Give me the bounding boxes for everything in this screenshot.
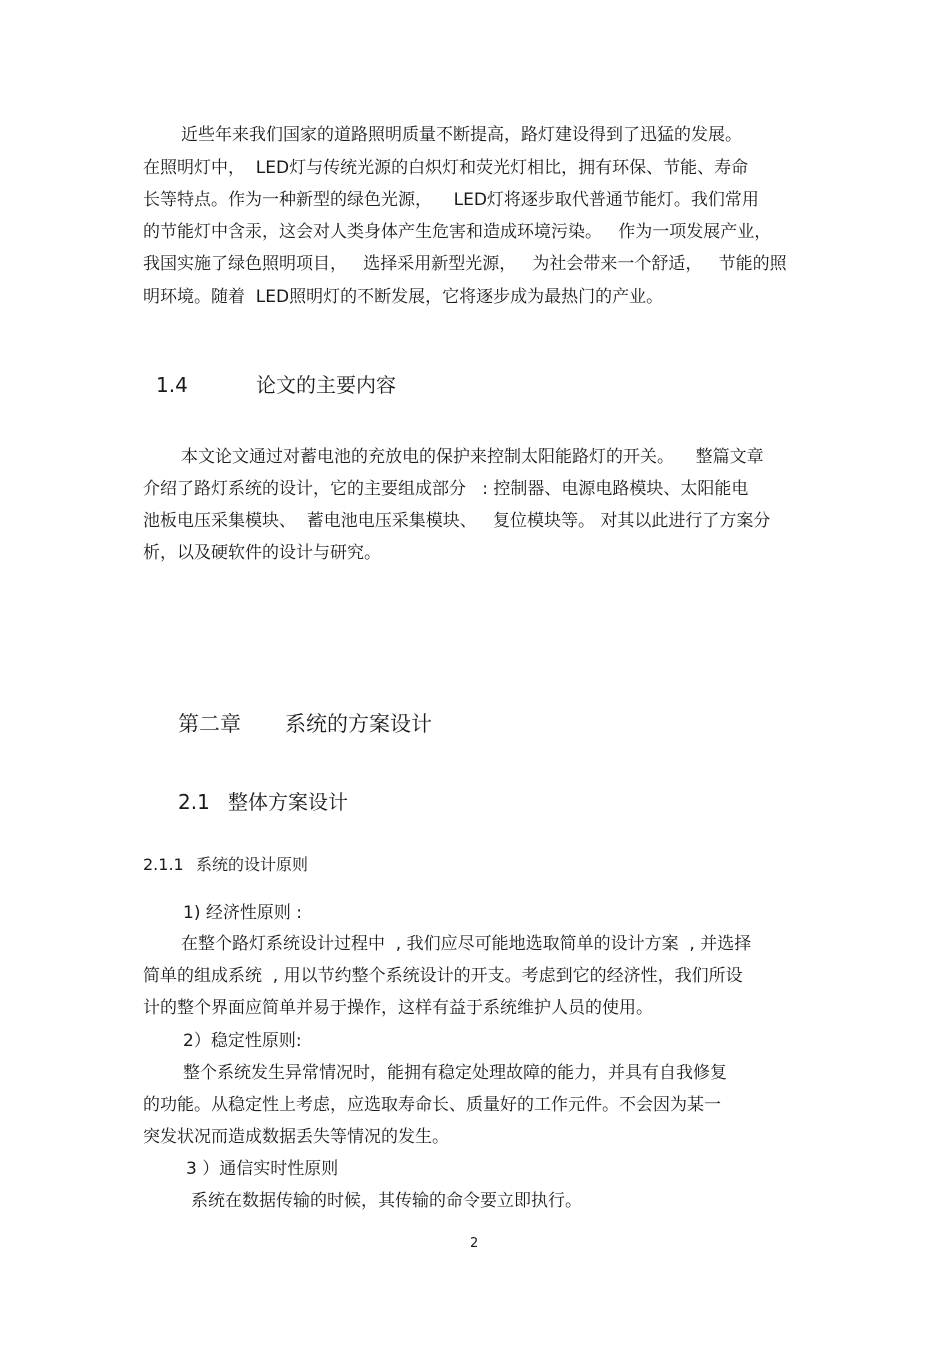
intro-line-3: 长等特点。作为一种新型的绿色光源， LED灯将逐步取代普通节能灯。我们常用: [143, 190, 759, 210]
section-2-1-1-title: 系统的设计原则: [196, 855, 309, 874]
s14-line-3: 池板电压采集模块、 蓄电池电压采集模块、 复位模块等。 对其以此进行了方案分: [143, 511, 771, 531]
intro-line-6: 明环境。随着 LED照明灯的不断发展，它将逐步成为最热门的产业。: [143, 287, 664, 307]
intro-line-4: 的节能灯中含汞，这会对人类身体产生危害和造成环境污染。 作为一项发展产业，: [143, 222, 772, 242]
intro-line-2: 在照明灯中， LED灯与传统光源的白炽灯和荧光灯相比，拥有环保、节能、寿命: [143, 158, 749, 178]
principle-2-title: 2）稳定性原则:: [183, 1031, 302, 1051]
principle-1-title: 1) 经济性原则 :: [183, 903, 302, 923]
principle-3-line-1: 系统在数据传输的时候，其传输的命令要立即执行。: [191, 1191, 582, 1211]
intro-line-5: 我国实施了绿色照明项目， 选择采用新型光源， 为社会带来一个舒适， 节能的照: [143, 254, 787, 274]
section-2-1-1-number: 2.1.1: [143, 855, 184, 874]
principle-1-line-3: 计的整个界面应简单并易于操作，这样有益于系统维护人员的使用。: [143, 998, 653, 1018]
s14-line-2: 介绍了路灯系统的设计，它的主要组成部分 : 控制器、电源电路模块、太阳能电: [143, 479, 749, 499]
principle-3-title: 3 ）通信实时性原则: [186, 1159, 339, 1179]
s14-line-1: 本文论文通过对蓄电池的充放电的保护来控制太阳能路灯的开关。 整篇文章: [181, 447, 764, 467]
section-1-4-number: 1.4: [156, 373, 188, 397]
chapter-2-number: 第二章: [178, 712, 241, 736]
section-1-4-title: 论文的主要内容: [256, 373, 396, 397]
principle-1-line-1: 在整个路灯系统设计过程中 , 我们应尽可能地选取简单的设计方案 , 并选择: [181, 934, 752, 954]
page-number: 2: [470, 1236, 479, 1251]
intro-line-1: 近些年来我们国家的道路照明质量不断提高，路灯建设得到了迅猛的发展。: [181, 125, 742, 145]
section-2-1-title: 整体方案设计: [228, 790, 348, 814]
principle-1-line-2: 简单的组成系统 , 用以节约整个系统设计的开支。考虑到它的经济性，我们所设: [143, 966, 743, 986]
chapter-2-title: 系统的方案设计: [285, 712, 432, 736]
s14-line-4: 析，以及硬软件的设计与研究。: [143, 543, 381, 563]
principle-2-line-3: 突发状况而造成数据丢失等情况的发生。: [143, 1127, 449, 1147]
section-2-1-number: 2.1: [178, 790, 210, 814]
principle-2-line-1: 整个系统发生异常情况时，能拥有稳定处理故障的能力，并具有自我修复: [183, 1063, 727, 1083]
principle-2-line-2: 的功能。从稳定性上考虑，应选取寿命长、质量好的工作元件。不会因为某一: [143, 1095, 721, 1115]
